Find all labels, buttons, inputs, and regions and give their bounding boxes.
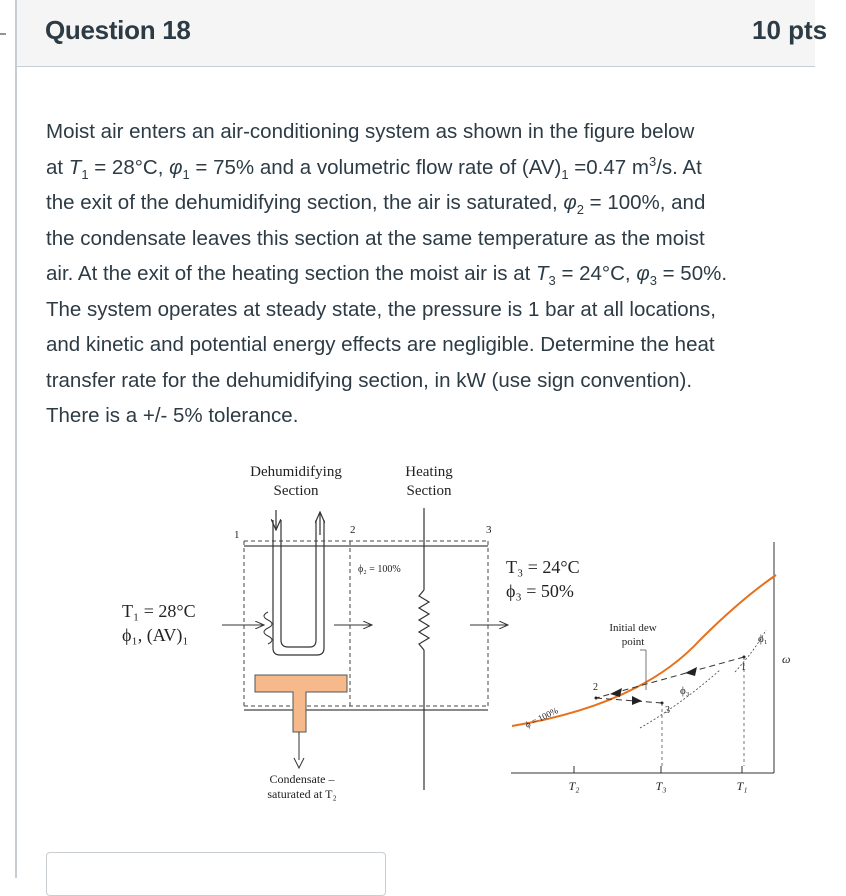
heating-label-2: Section bbox=[406, 483, 452, 499]
chart-pt1: 1 bbox=[741, 662, 746, 673]
chart-pt3: 3 bbox=[665, 705, 670, 716]
chart-xt1: T₁ bbox=[736, 779, 748, 793]
t3-label: T₃ = 24°C bbox=[506, 557, 580, 577]
condensate-tray bbox=[255, 675, 347, 768]
state-2-label: 2 bbox=[350, 524, 356, 536]
text-line: the exit of the dehumidifying section, the air is saturated, $\varphi_2 = 100\%$, and bbox=[46, 191, 706, 218]
question-title: Question 18 bbox=[45, 15, 191, 45]
chart-phi3: ϕ₃ bbox=[680, 685, 690, 697]
text-line: Moist air enters an air-conditioning system as shown in the figure below bbox=[46, 120, 695, 143]
text-line: and kinetic and potential energy effects are negligible. Determine the heat bbox=[46, 333, 715, 356]
question-points: 10 pts bbox=[752, 15, 828, 45]
condensate-label-1: Condensate – bbox=[269, 772, 335, 786]
chart-xt3: T₃ bbox=[655, 779, 667, 793]
initial-dew-1: Initial dew bbox=[609, 622, 657, 634]
phi3-label: ϕ₃ = 50% bbox=[506, 581, 574, 601]
phi100-label: ϕ = 100% bbox=[523, 705, 560, 730]
text-line: The system operates at steady state, the pressure is 1 bar at all locations, bbox=[46, 297, 717, 321]
text-line: There is a +/- 5% tolerance. bbox=[46, 404, 299, 427]
heater-element bbox=[419, 508, 429, 790]
dehumid-label-2: Section bbox=[273, 483, 319, 499]
text-line: transfer rate for the dehumidifying section, in kW (use sign convention). bbox=[46, 368, 693, 392]
text-line: air. At the exit of the heating section the moist air is at $T_3 = 24^\circ C$, $\varphi_3 = 50\%$. bbox=[46, 262, 728, 289]
t1-label: T₁ = 28°C bbox=[122, 601, 196, 621]
text-line: the condensate leaves this section at the same temperature as the moist bbox=[46, 226, 705, 250]
text-line: at $T_1 = 28^\circ C$, $\varphi_1 = 75\%$ and a volumetric flow rate of $(AV)_1 =0.47$ $m^3/s$. At bbox=[46, 153, 702, 182]
initial-dew-2: point bbox=[621, 636, 645, 648]
state-3-label: 3 bbox=[486, 524, 492, 536]
chart-omega: ω bbox=[782, 652, 791, 666]
dehumid-label-1: Dehumidifying bbox=[250, 464, 342, 480]
heating-label-1: Heating bbox=[405, 464, 453, 480]
chart-phi1: ϕ₁ bbox=[758, 633, 768, 645]
state-1-label: 1 bbox=[234, 529, 240, 541]
inlet-label: ϕ₁, (AV)₁ bbox=[122, 625, 189, 645]
cooling-coil bbox=[264, 510, 324, 655]
chart-xt2: T₂ bbox=[568, 779, 580, 793]
phi2-label: ϕ₂ = 100% bbox=[358, 564, 401, 575]
condensate-label-2: saturated at T₂ bbox=[267, 787, 337, 801]
chart-pt2: 2 bbox=[593, 682, 598, 693]
answer-input[interactable] bbox=[46, 852, 386, 896]
